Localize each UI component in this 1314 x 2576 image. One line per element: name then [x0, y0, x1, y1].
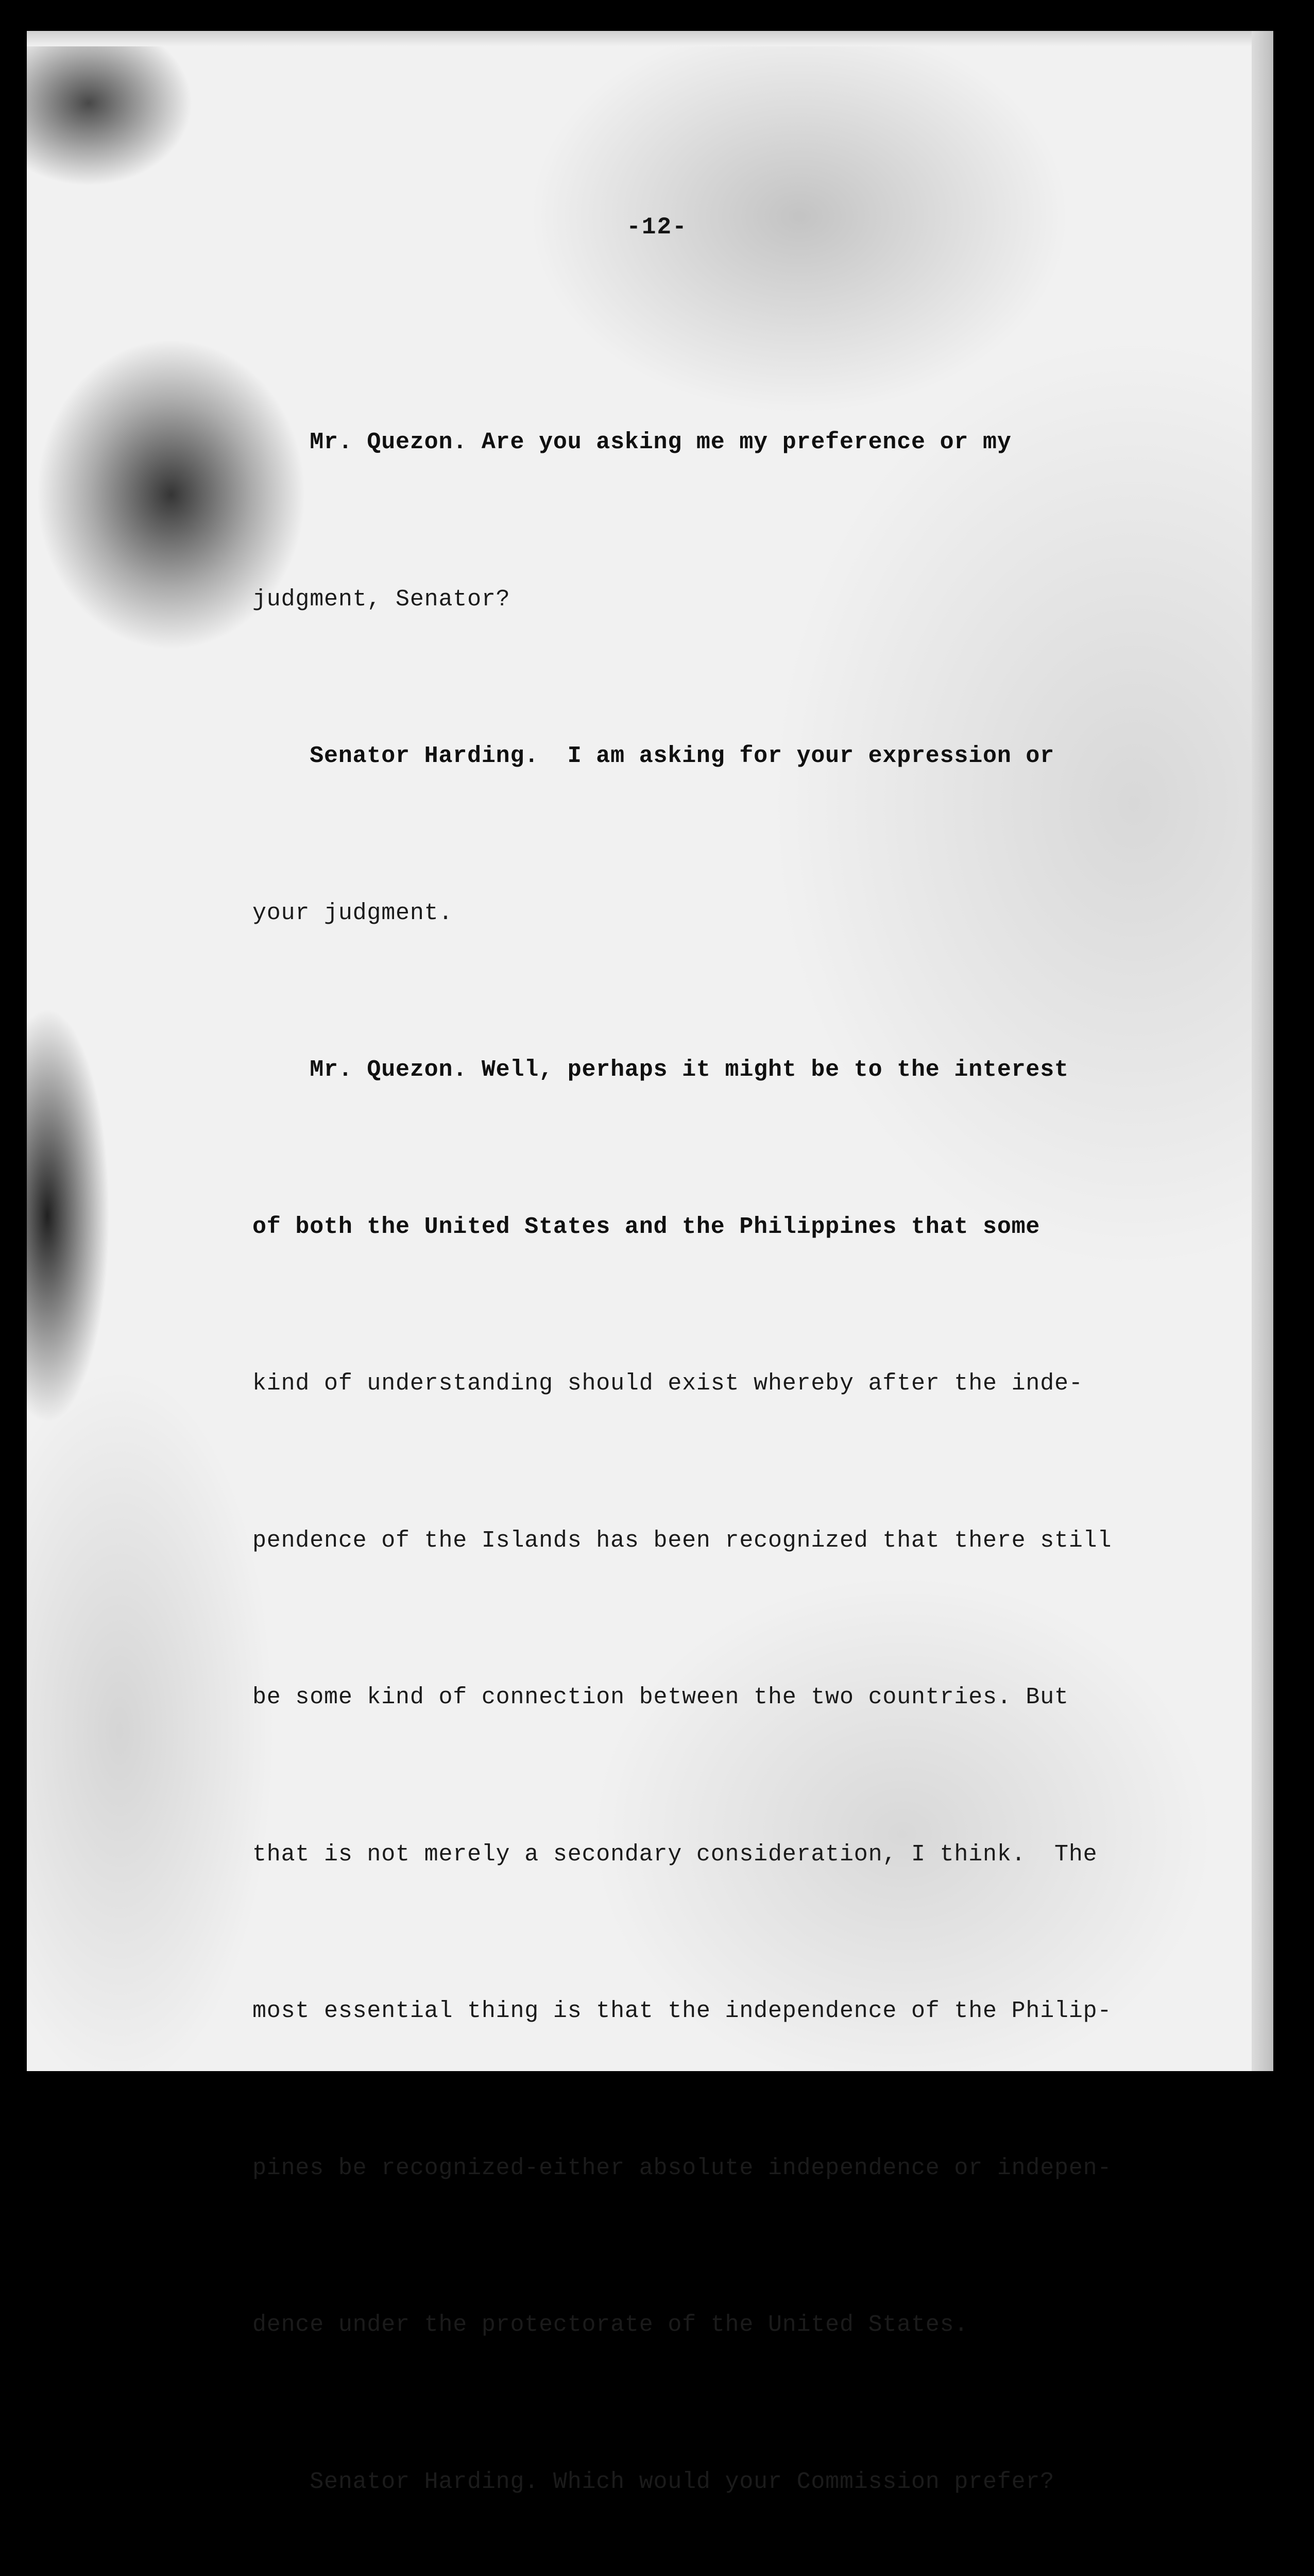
transcript-line: pines be recognized-either absolute independence or indepen-: [252, 2155, 1112, 2181]
transcript-line: Mr. Quezon. Are you asking me my preference or my: [252, 429, 1012, 455]
transcript-line: judgment, Senator?: [252, 586, 510, 613]
transcript-line: dence under the protectorate of the United States.: [252, 2312, 969, 2338]
page-number: -12-: [626, 214, 688, 241]
transcript-line: your judgment.: [252, 900, 453, 926]
transcript-body: [252, 312, 1216, 2576]
page-right-edge: [1252, 31, 1273, 2071]
transcript-line: most essential thing is that the independence of the Philip-: [252, 1998, 1112, 2024]
page-top-edge: [27, 31, 1273, 46]
transcript-line: Senator Harding. Which would your Commission prefer?: [252, 2468, 1055, 2495]
transcript-line: of both the United States and the Philippines that some: [252, 1213, 1040, 1240]
transcript-line: be some kind of connection between the two countries. But: [252, 1684, 1069, 1710]
transcript-line: kind of understanding should exist whereby after the inde-: [252, 1370, 1083, 1397]
transcript-line: that is not merely a secondary consideration, I think. The: [252, 1841, 1098, 1868]
transcript-line: pendence of the Islands has been recognized that there still: [252, 1527, 1112, 1554]
transcript-line: Mr. Quezon. Well, perhaps it might be to the interest: [252, 1057, 1069, 1083]
transcript-line: Senator Harding. I am asking for your expression or: [252, 743, 1055, 769]
